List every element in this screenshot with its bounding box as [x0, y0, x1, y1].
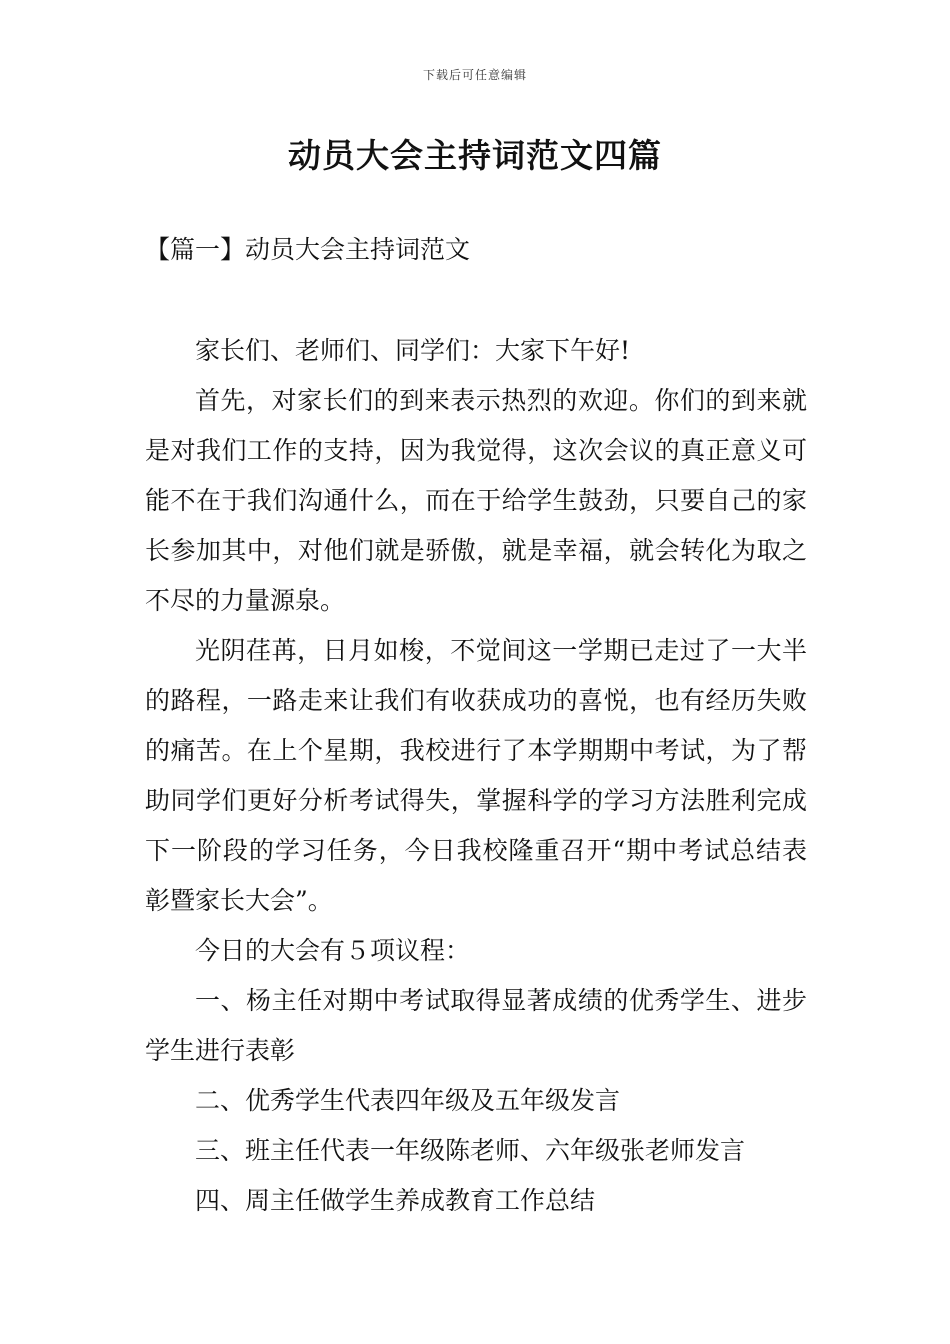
section-heading: 【篇一】动员大会主持词范文 [145, 235, 471, 264]
paragraph-intro: 光阴荏苒，日月如梭，不觉间这一学期已走过了一大半的路程，一路走来让我们有收获成功的喜悦，也有经历失败的痛苦。在上个星期，我校进行了本学期期中考试，为了帮助同学们更好分析考试得失，掌握科学的学习方法胜利完成下一阶段的学习任务，今日我校隆重召开“期中考试总结表彰暨家长大会”。 [145, 636, 807, 915]
agenda-item-3: 三、班主任代表一年级陈老师、六年级张老师发言 [195, 1136, 746, 1165]
document-title: 动员大会主持词范文四篇 [288, 136, 662, 175]
agenda-item-2: 二、优秀学生代表四年级及五年级发言 [195, 1086, 621, 1115]
paragraph-greeting: 家长们、老师们、同学们：大家下午好! [195, 336, 631, 365]
body-text [145, 326, 807, 1226]
paragraph-agenda-intro: 今日的大会有５项议程： [195, 936, 471, 965]
paragraph-welcome: 首先，对家长们的到来表示热烈的欢迎。你们的到来就是对我们工作的支持，因为我觉得，这次会议的真正意义可能不在于我们沟通什么，而在于给学生鼓劲，只要自己的家长参加其中，对他们就是骄傲，就是幸福，就会转化为取之不尽的力量源泉。 [145, 386, 807, 615]
agenda-item-1: 一、杨主任对期中考试取得显著成绩的优秀学生、进步学生进行表彰 [145, 986, 807, 1065]
header-note: 下载后可任意编辑 [422, 68, 527, 82]
agenda-item-4: 四、周主任做学生养成教育工作总结 [195, 1186, 596, 1215]
